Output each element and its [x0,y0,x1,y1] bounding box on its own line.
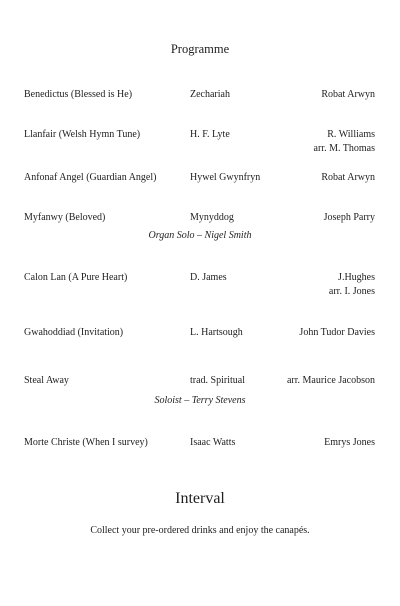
programme-title: Programme [170,42,230,56]
item-title: Morte Christe (When I survey) [24,437,148,448]
item-title: Gwahoddiad (Invitation) [24,327,124,338]
interval-heading: Interval [175,490,225,507]
interval-note: Collect your pre-ordered drinks and enjoy the canapés. [90,525,310,536]
item-composer: J.Hughes arr. I. Jones [328,272,375,297]
item-title: Benedictus (Blessed is He) [24,89,133,100]
item-author: Isaac Watts [190,437,236,448]
item-composer: Robat Arwyn [321,172,375,183]
item-title: Anfonaf Angel (Guardian Angel) [24,172,157,183]
item-author: trad. Spiritual [190,375,245,386]
item-title: Myfanwy (Beloved) [24,212,106,223]
item-title: Calon Lan (A Pure Heart) [24,272,128,283]
soloist-note: Soloist – Terry Stevens [154,395,246,406]
item-author: Hywel Gwynfryn [190,172,261,183]
item-author: Mynyddog [190,212,234,223]
item-title: Llanfair (Welsh Hymn Tune) [24,129,141,140]
item-composer: Robat Arwyn [321,89,375,100]
item-composer: arr. Maurice Jacobson [286,375,375,386]
item-composer: John Tudor Davies [299,327,375,338]
item-arranger: arr. I. Jones [328,286,375,297]
item-author: H. F. Lyte [190,129,230,140]
item-arranger: arr. M. Thomas [313,143,375,154]
item-title: Steal Away [24,375,69,386]
item-author: D. James [190,272,227,283]
item-composer: Joseph Parry [323,212,375,223]
item-author: L. Hartsough [190,327,243,338]
item-composer: Emrys Jones [324,437,375,448]
item-author: Zechariah [190,89,230,100]
item-composer: R. Williams arr. M. Thomas [313,129,375,154]
organ-solo-note: Organ Solo – Nigel Smith [148,230,252,241]
